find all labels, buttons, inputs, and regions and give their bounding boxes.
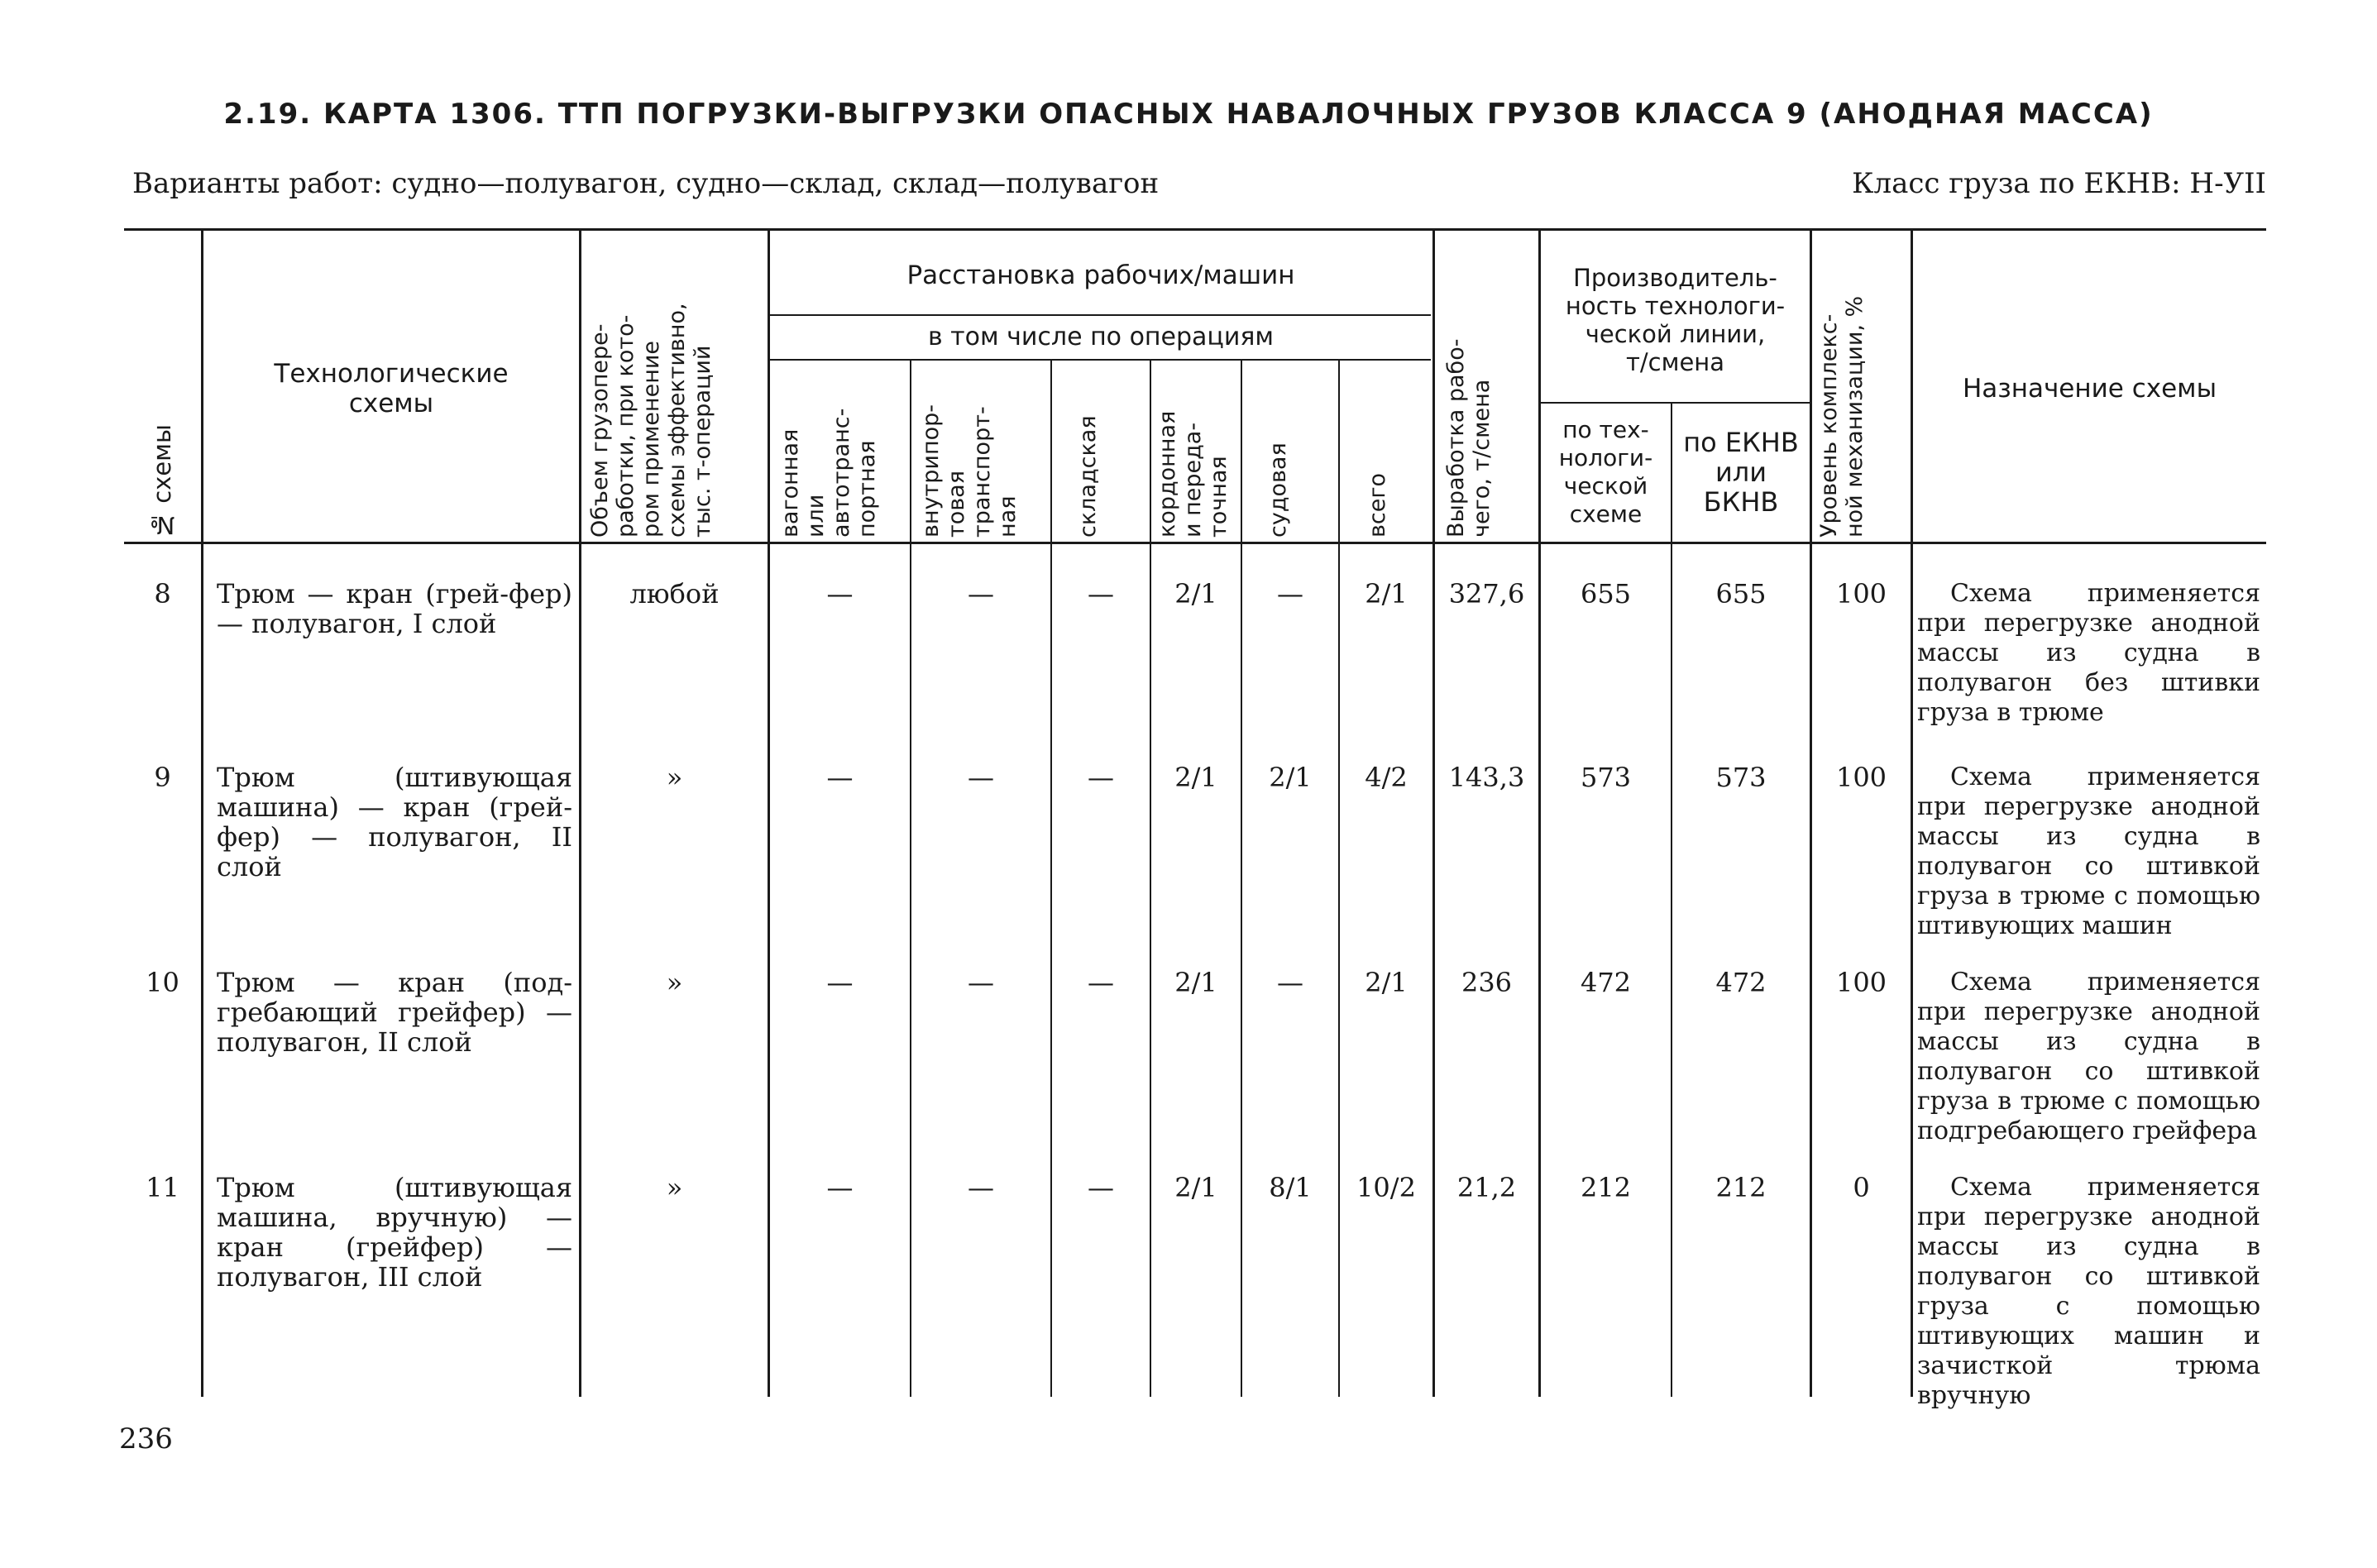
header-placement: Расстановка рабочих/машин <box>906 261 1295 290</box>
row-purpose: Схема применяется при перегрузке анодной массы из судна в полувагон со штивкой груза в трюме с помощью штивующих машин <box>1917 762 2260 940</box>
row-cordon: 2/1 <box>1174 762 1217 793</box>
row-internal: — <box>968 967 994 998</box>
row-prod-ekhv: 573 <box>1715 762 1767 793</box>
page-number: 236 <box>119 1422 173 1456</box>
header-volume: Объем грузопере- работки, при кото- ром применение схемы эффективно, тыс. т-операций <box>587 303 715 538</box>
row-prod-ekhv: 655 <box>1715 578 1767 610</box>
row-scheme: Трюм — кран (грей-фер) — полувагон, I слой <box>217 578 572 639</box>
rule-v-op1 <box>910 361 911 1397</box>
row-number: 11 <box>146 1172 179 1203</box>
header-productivity: Производитель- ность технологи- ческой линии, т/смена <box>1565 264 1786 376</box>
row-cordon: 2/1 <box>1174 967 1217 998</box>
header-warehouse: складская <box>1075 415 1101 538</box>
work-variants: Варианты работ: судно—полувагон, судно—склад, склад—полувагон <box>132 167 1160 200</box>
row-total: 4/2 <box>1365 762 1408 793</box>
row-prod-ekhv: 472 <box>1715 967 1767 998</box>
row-output: 21,2 <box>1456 1172 1517 1203</box>
rule-v-total-right <box>1432 231 1435 1397</box>
row-prod-tech: 212 <box>1580 1172 1632 1203</box>
rule-v-op2 <box>1050 361 1052 1397</box>
rule-top <box>124 228 2266 231</box>
row-prod-tech: 573 <box>1580 762 1632 793</box>
row-scheme: Трюм (штивующая машина, вручную) — кран (грейфер) — полувагон, III слой <box>217 1172 572 1293</box>
header-purpose: Назначение схемы <box>1962 374 2217 404</box>
rule-placement-sub <box>769 314 1431 316</box>
row-warehouse: — <box>1088 578 1114 610</box>
row-total: 2/1 <box>1365 578 1408 610</box>
header-tech-schemes: Технологические схемы <box>274 359 509 418</box>
header-by-operations: в том числе по операциям <box>927 323 1275 351</box>
row-number: 9 <box>154 762 171 793</box>
row-cordon: 2/1 <box>1174 1172 1217 1203</box>
header-cordon: кордонная и переда- точная <box>1155 410 1232 538</box>
row-output: 327,6 <box>1448 578 1525 610</box>
rule-productivity-sub <box>1540 402 1810 404</box>
row-wagon: — <box>826 762 854 793</box>
row-volume: » <box>666 967 683 998</box>
rule-v-op4 <box>1241 361 1242 1397</box>
header-internal: внутрипор- товая транспорт- ная <box>918 404 1021 538</box>
row-ship: — <box>1277 578 1303 610</box>
row-mech: 100 <box>1835 967 1887 998</box>
rule-v3 <box>768 231 770 1397</box>
header-wagon: вагонная или автотранс- портная <box>777 408 880 538</box>
row-wagon: — <box>826 967 854 998</box>
rule-v-op3 <box>1150 361 1151 1397</box>
row-prod-tech: 655 <box>1580 578 1632 610</box>
row-mech: 0 <box>1853 1172 1870 1203</box>
row-prod-ekhv: 212 <box>1715 1172 1767 1203</box>
header-by-ekhv: по ЕКНВ или БКНВ <box>1683 427 1799 518</box>
row-total: 10/2 <box>1356 1172 1416 1203</box>
row-internal: — <box>968 578 994 610</box>
row-volume: » <box>666 762 683 793</box>
row-mech: 100 <box>1835 578 1887 610</box>
cargo-class: Класс груза по ЕКНВ: Н-УII <box>1852 167 2266 200</box>
row-wagon: — <box>826 578 854 610</box>
rule-v-prod-right <box>1810 231 1812 1397</box>
row-prod-tech: 472 <box>1580 967 1632 998</box>
header-mech-level: Уровень комплекс- ной механизации, % <box>1816 295 1868 538</box>
header-scheme-no: № схемы <box>148 424 176 539</box>
row-purpose: Схема применяется при перегрузке анодной массы из судна в полувагон со штивкой груза в трюме с помощью подгребающего грейфера <box>1917 968 2260 1145</box>
row-purpose: Схема применяется при перегрузке анодной массы из судна в полувагон со штивкой груза с помощью штивующих машин и зачисткой трюма вручную <box>1917 1173 2260 1410</box>
row-internal: — <box>968 762 994 793</box>
row-wagon: — <box>826 1172 854 1203</box>
row-output: 236 <box>1461 967 1513 998</box>
row-number: 10 <box>146 967 179 998</box>
row-mech: 100 <box>1835 762 1887 793</box>
row-internal: — <box>968 1172 994 1203</box>
rule-v-prod-mid <box>1671 404 1672 1397</box>
row-volume: любой <box>629 578 720 610</box>
rule-v-op5 <box>1338 361 1340 1397</box>
row-ship: 2/1 <box>1269 762 1312 793</box>
header-output: Выработка рабо- чего, т/смена <box>1443 338 1495 538</box>
rule-header-bottom <box>124 542 2266 544</box>
row-warehouse: — <box>1088 1172 1114 1203</box>
row-output: 143,3 <box>1448 762 1525 793</box>
row-cordon: 2/1 <box>1174 578 1217 610</box>
header-by-tech: по тех- нологи- ческой схеме <box>1558 416 1653 528</box>
row-number: 8 <box>154 578 171 610</box>
row-warehouse: — <box>1088 967 1114 998</box>
header-total: всего <box>1365 472 1390 538</box>
document-title: 2.19. КАРТА 1306. ТТП ПОГРУЗКИ-ВЫГРУЗКИ ОПАСНЫХ НАВАЛОЧНЫХ ГРУЗОВ КЛАССА 9 (АНОДНАЯ МАССА) <box>223 98 2154 131</box>
header-ship: судовая <box>1265 442 1291 538</box>
row-total: 2/1 <box>1365 967 1408 998</box>
rule-operations-sub <box>769 359 1431 361</box>
row-purpose: Схема применяется при перегрузке анодной массы из судна в полувагон без штивки груза в трюме <box>1917 579 2260 727</box>
row-ship: 8/1 <box>1269 1172 1312 1203</box>
row-scheme: Трюм — кран (под-гребающий грейфер) — полувагон, II слой <box>217 967 572 1058</box>
row-volume: » <box>666 1172 683 1203</box>
row-ship: — <box>1277 967 1303 998</box>
row-warehouse: — <box>1088 762 1114 793</box>
rule-v2 <box>579 231 581 1397</box>
row-scheme: Трюм (штивующая машина) — кран (грей-фер) — полувагон, II слой <box>217 762 572 882</box>
